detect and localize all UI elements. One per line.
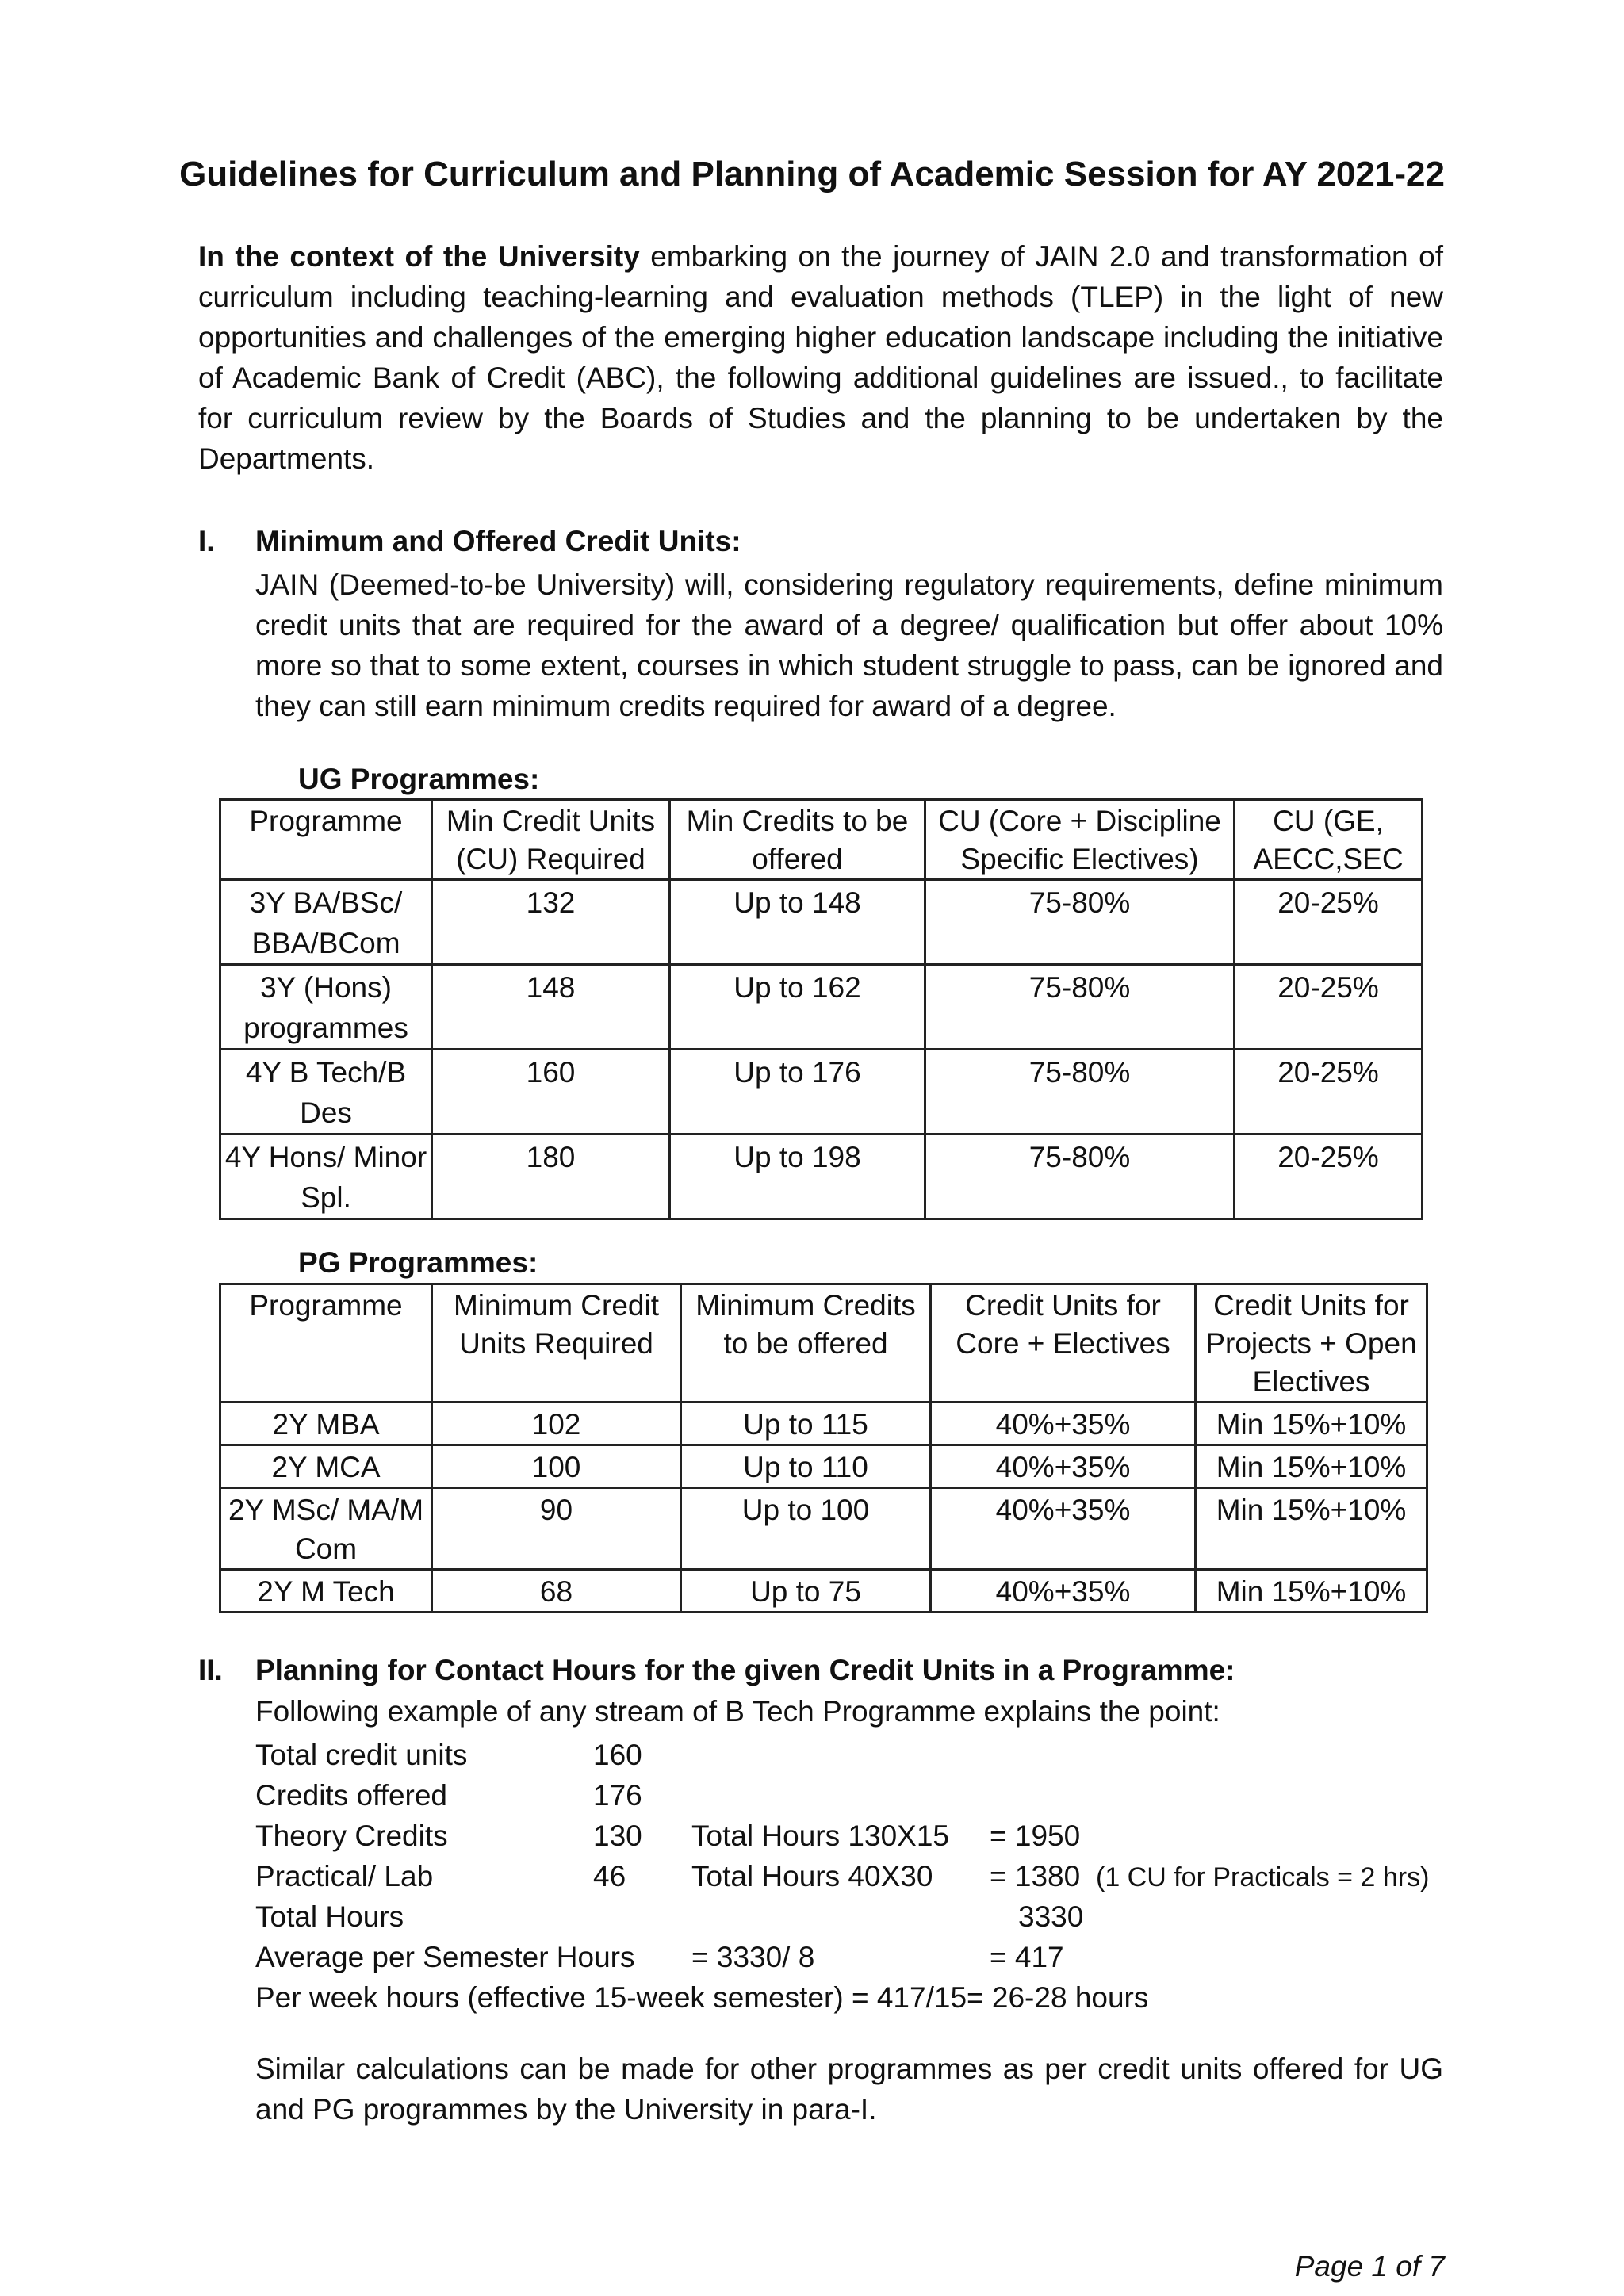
section-2-closing: Similar calculations can be made for other programmes as per credit units offered for UG and PG programmes by the University in para-I. — [255, 2053, 1443, 2126]
pg-cell-offered: Up to 75 — [681, 1570, 931, 1613]
total-hours-value: 3330 — [1018, 1900, 1084, 1933]
theory-result: = 1950 — [990, 1820, 1081, 1852]
ug-cell-core: 75-80% — [925, 965, 1235, 1050]
pg-cell-min-cu: 102 — [432, 1402, 681, 1445]
pg-cell-core: 40%+35% — [931, 1402, 1196, 1445]
practical-result: = 1380 — [990, 1860, 1081, 1892]
practical-note: (1 CU for Practicals = 2 hrs) — [1096, 1862, 1430, 1892]
pg-cell-offered: Up to 115 — [681, 1402, 931, 1445]
ug-table-header-row — [220, 800, 1423, 880]
document-title: Guidelines for Curriculum and Planning of Academic Session for AY 2021-22 — [179, 155, 1445, 193]
pg-cell-core: 40%+35% — [931, 1488, 1196, 1570]
table-row — [220, 880, 1423, 965]
pg-header-min-cu: Minimum Credit Units Required — [432, 1284, 681, 1402]
section-1-number: I. — [198, 525, 215, 557]
pg-cell-programme: 2Y MBA — [220, 1402, 432, 1445]
ug-cell-min-cu: 160 — [432, 1050, 670, 1135]
pg-cell-projects: Min 15%+10% — [1196, 1402, 1427, 1445]
pg-cell-programme: 2Y MCA — [220, 1445, 432, 1488]
practical-label: Practical/ Lab — [255, 1860, 434, 1892]
ug-header-min-offered: Min Credits to be offered — [670, 800, 925, 880]
ug-cell-programme: 3Y BA/BSc/ BBA/BCom — [220, 880, 432, 965]
total-hours-label: Total Hours — [255, 1900, 404, 1933]
table-row — [220, 1402, 1427, 1445]
pg-cell-min-cu: 68 — [432, 1570, 681, 1613]
per-week-line: Per week hours (effective 15-week semester) = 417/15= 26-28 hours — [255, 1981, 1149, 2014]
ug-cell-ge: 20-25% — [1235, 1050, 1423, 1135]
intro-lead: In the context of the University — [198, 240, 640, 273]
section-1-heading: Minimum and Offered Credit Units: — [255, 525, 741, 557]
ug-cell-min-cu: 180 — [432, 1135, 670, 1219]
ug-cell-ge: 20-25% — [1235, 965, 1423, 1050]
pg-programmes-table — [219, 1283, 1428, 1613]
section-2-number: II. — [198, 1654, 223, 1686]
avg-result: = 417 — [990, 1941, 1064, 1973]
ug-cell-programme: 4Y B Tech/B Des — [220, 1050, 432, 1135]
ug-cell-core: 75-80% — [925, 1135, 1235, 1219]
table-row — [220, 1445, 1427, 1488]
intro-paragraph — [198, 236, 1443, 479]
ug-cell-core: 75-80% — [925, 1050, 1235, 1135]
ug-cell-programme: 4Y Hons/ Minor Spl. — [220, 1135, 432, 1219]
ug-cell-ge: 20-25% — [1235, 880, 1423, 965]
ug-cell-programme: 3Y (Hons) programmes — [220, 965, 432, 1050]
ug-header-programme: Programme — [220, 800, 432, 880]
pg-table-header-row — [220, 1284, 1427, 1402]
pg-cell-projects: Min 15%+10% — [1196, 1488, 1427, 1570]
pg-cell-programme: 2Y M Tech — [220, 1570, 432, 1613]
total-credit-label: Total credit units — [255, 1739, 468, 1771]
pg-header-min-offered: Minimum Credits to be offered — [681, 1284, 931, 1402]
table-row — [220, 1488, 1427, 1570]
pg-cell-offered: Up to 100 — [681, 1488, 931, 1570]
theory-hours: Total Hours 130X15 — [691, 1820, 949, 1852]
ug-cell-min-cu: 148 — [432, 965, 670, 1050]
pg-cell-offered: Up to 110 — [681, 1445, 931, 1488]
ug-cell-offered: Up to 148 — [670, 880, 925, 965]
ug-programmes-table — [219, 798, 1423, 1220]
pg-cell-programme: 2Y MSc/ MA/M Com — [220, 1488, 432, 1570]
ug-header-ge-aecc-sec: CU (GE, AECC,SEC — [1235, 800, 1423, 880]
table-row — [220, 1050, 1423, 1135]
table-row — [220, 965, 1423, 1050]
avg-label: Average per Semester Hours — [255, 1941, 635, 1973]
ug-cell-offered: Up to 198 — [670, 1135, 925, 1219]
pg-table-label: PG Programmes: — [298, 1246, 538, 1279]
intro-text: embarking on the journey of JAIN 2.0 and transformation of curriculum including teaching-learning and evaluation methods (TLEP) in the light of new opportunities and challenges of the emerging higher education landscape including the initiative of Academic Bank of Credit (ABC), the following additional guidelines are issued., to facilitate for curriculum review by the Boards of Studies and the planning to be undertaken by the Departments. — [198, 240, 1443, 475]
table-row — [220, 1570, 1427, 1613]
ug-cell-min-cu: 132 — [432, 880, 670, 965]
ug-cell-ge: 20-25% — [1235, 1135, 1423, 1219]
pg-cell-core: 40%+35% — [931, 1570, 1196, 1613]
offered-label: Credits offered — [255, 1779, 447, 1812]
offered-value: 176 — [593, 1779, 642, 1812]
theory-value: 130 — [593, 1820, 642, 1852]
pg-header-core-electives: Credit Units for Core + Electives — [931, 1284, 1196, 1402]
pg-cell-projects: Min 15%+10% — [1196, 1570, 1427, 1613]
pg-cell-projects: Min 15%+10% — [1196, 1445, 1427, 1488]
pg-header-programme: Programme — [220, 1284, 432, 1402]
ug-cell-offered: Up to 162 — [670, 965, 925, 1050]
theory-label: Theory Credits — [255, 1820, 448, 1852]
table-row — [220, 1135, 1423, 1219]
section-2-intro: Following example of any stream of B Tech Programme explains the point: — [255, 1695, 1220, 1728]
ug-table-label: UG Programmes: — [298, 763, 540, 795]
pg-cell-min-cu: 90 — [432, 1488, 681, 1570]
practical-hours: Total Hours 40X30 — [691, 1860, 933, 1892]
ug-cell-core: 75-80% — [925, 880, 1235, 965]
total-credit-value: 160 — [593, 1739, 642, 1771]
section-1-body: JAIN (Deemed-to-be University) will, considering regulatory requirements, define minimum credit units that are required for the award of a degree/ qualification but offer about 10% more so that to some extent, courses in which student struggle to pass, can be ignored and they can still earn minimum credits required for award of a degree. — [255, 568, 1443, 722]
ug-cell-offered: Up to 176 — [670, 1050, 925, 1135]
pg-cell-core: 40%+35% — [931, 1445, 1196, 1488]
pg-header-projects-open: Credit Units for Projects + Open Electives — [1196, 1284, 1427, 1402]
avg-calc: = 3330/ 8 — [691, 1941, 815, 1973]
ug-header-min-cu: Min Credit Units (CU) Required — [432, 800, 670, 880]
ug-header-core-dse: CU (Core + Discipline Specific Electives) — [925, 800, 1235, 880]
section-2-heading: Planning for Contact Hours for the given Credit Units in a Programme: — [255, 1654, 1235, 1686]
pg-cell-min-cu: 100 — [432, 1445, 681, 1488]
page-number: Page 1 of 7 — [1294, 2250, 1445, 2283]
practical-value: 46 — [593, 1860, 626, 1892]
